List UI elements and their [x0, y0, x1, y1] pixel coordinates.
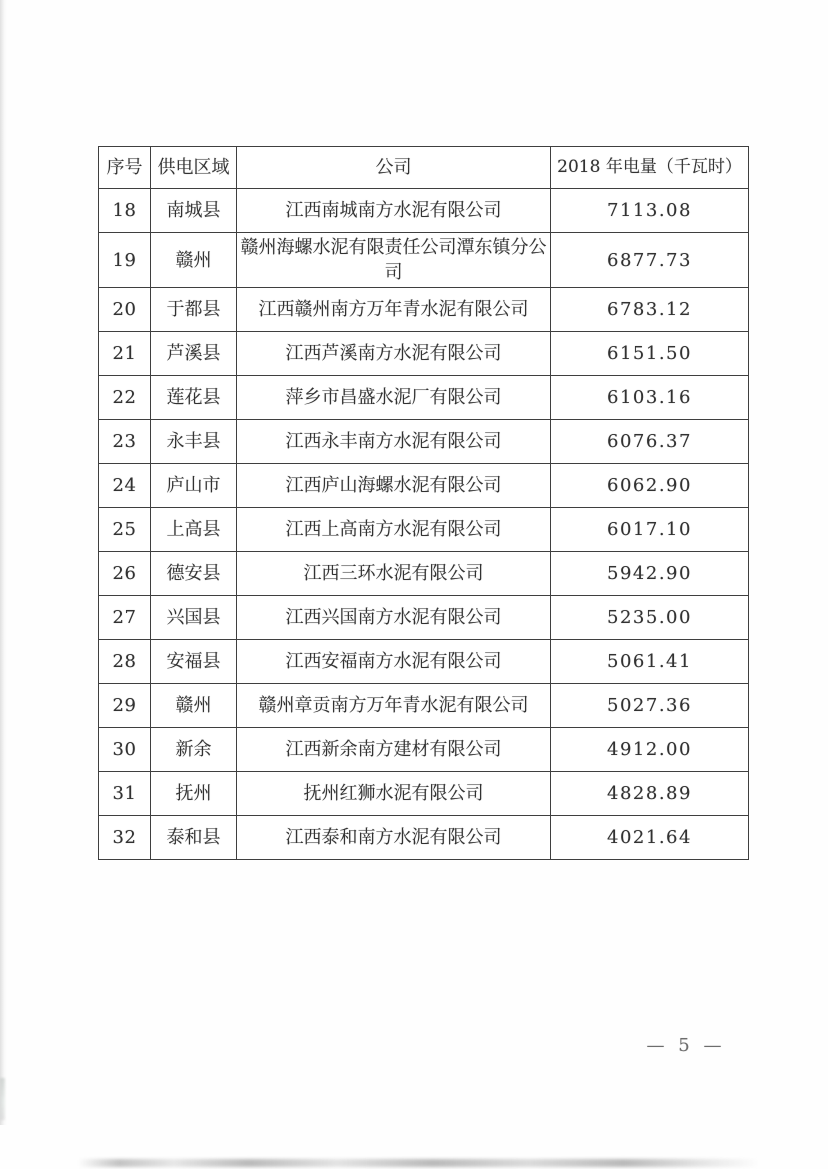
electricity-consumption-table: [98, 146, 749, 860]
page-number: — 5 —: [646, 1035, 726, 1056]
table-row: [99, 288, 749, 332]
cell-company: 江西上高南方水泥有限公司: [237, 508, 551, 552]
table-row: [99, 332, 749, 376]
table-row: [99, 772, 749, 816]
cell-supply-region: 芦溪县: [151, 332, 237, 376]
cell-supply-region: 上高县: [151, 508, 237, 552]
cell-energy: 5942.90: [551, 552, 749, 596]
cell-energy: 6103.16: [551, 376, 749, 420]
table-header: [99, 147, 749, 189]
table-row: [99, 420, 749, 464]
cell-company: 江西赣州南方万年青水泥有限公司: [237, 288, 551, 332]
cell-energy: 4828.89: [551, 772, 749, 816]
cell-supply-region: 永丰县: [151, 420, 237, 464]
cell-energy: 6062.90: [551, 464, 749, 508]
cell-company: 赣州章贡南方万年青水泥有限公司: [237, 684, 551, 728]
cell-supply-region: 庐山市: [151, 464, 237, 508]
cell-supply-region: 抚州: [151, 772, 237, 816]
cell-serial-number: 25: [99, 508, 151, 552]
cell-company: 萍乡市昌盛水泥厂有限公司: [237, 376, 551, 420]
cell-energy: 6877.73: [551, 233, 749, 288]
table-body: [99, 189, 749, 860]
table-row: [99, 233, 749, 288]
cell-energy: 6151.50: [551, 332, 749, 376]
cell-serial-number: 23: [99, 420, 151, 464]
table-row: [99, 552, 749, 596]
table-row: [99, 189, 749, 233]
cell-serial-number: 24: [99, 464, 151, 508]
cell-serial-number: 21: [99, 332, 151, 376]
cell-company: 赣州海螺水泥有限责任公司潭东镇分公司: [237, 233, 551, 288]
cell-serial-number: 32: [99, 816, 151, 860]
table-row: [99, 596, 749, 640]
table-row: [99, 728, 749, 772]
table-header-row: [99, 147, 749, 189]
cell-energy: 6783.12: [551, 288, 749, 332]
scan-artifact-left-mark: [0, 1078, 5, 1120]
cell-energy: 5061.41: [551, 640, 749, 684]
table-row: [99, 684, 749, 728]
cell-supply-region: 赣州: [151, 684, 237, 728]
cell-company: 江西芦溪南方水泥有限公司: [237, 332, 551, 376]
cell-company: 江西三环水泥有限公司: [237, 552, 551, 596]
cell-serial-number: 18: [99, 189, 151, 233]
cell-company: 江西庐山海螺水泥有限公司: [237, 464, 551, 508]
cell-energy: 7113.08: [551, 189, 749, 233]
cell-supply-region: 于都县: [151, 288, 237, 332]
cell-supply-region: 赣州: [151, 233, 237, 288]
cell-company: 抚州红狮水泥有限公司: [237, 772, 551, 816]
column-header-2018-energy: 2018 年电量（千瓦时）: [551, 147, 749, 189]
table-row: [99, 816, 749, 860]
cell-supply-region: 兴国县: [151, 596, 237, 640]
cell-serial-number: 30: [99, 728, 151, 772]
cell-supply-region: 安福县: [151, 640, 237, 684]
cell-supply-region: 南城县: [151, 189, 237, 233]
cell-company: 江西永丰南方水泥有限公司: [237, 420, 551, 464]
cell-energy: 4021.64: [551, 816, 749, 860]
table-row: [99, 508, 749, 552]
cell-company: 江西兴国南方水泥有限公司: [237, 596, 551, 640]
column-header-company: 公司: [237, 147, 551, 189]
cell-company: 江西安福南方水泥有限公司: [237, 640, 551, 684]
cell-energy: 6017.10: [551, 508, 749, 552]
cell-energy: 4912.00: [551, 728, 749, 772]
cell-supply-region: 泰和县: [151, 816, 237, 860]
cell-supply-region: 新余: [151, 728, 237, 772]
cell-energy: 6076.37: [551, 420, 749, 464]
cell-energy: 5027.36: [551, 684, 749, 728]
cell-serial-number: 19: [99, 233, 151, 288]
cell-serial-number: 27: [99, 596, 151, 640]
cell-company: 江西新余南方建材有限公司: [237, 728, 551, 772]
cell-serial-number: 26: [99, 552, 151, 596]
scan-artifact-bottom-smudge: [78, 1159, 760, 1167]
column-header-serial-number: 序号: [99, 147, 151, 189]
table-row: [99, 376, 749, 420]
cell-supply-region: 德安县: [151, 552, 237, 596]
cell-serial-number: 20: [99, 288, 151, 332]
column-header-supply-region: 供电区域: [151, 147, 237, 189]
cell-energy: 5235.00: [551, 596, 749, 640]
cell-supply-region: 莲花县: [151, 376, 237, 420]
cell-serial-number: 29: [99, 684, 151, 728]
table-row: [99, 464, 749, 508]
cell-serial-number: 31: [99, 772, 151, 816]
cell-serial-number: 28: [99, 640, 151, 684]
cell-company: 江西泰和南方水泥有限公司: [237, 816, 551, 860]
table-row: [99, 640, 749, 684]
cell-company: 江西南城南方水泥有限公司: [237, 189, 551, 233]
scan-artifact-left-edge: [0, 0, 7, 1125]
cell-serial-number: 22: [99, 376, 151, 420]
